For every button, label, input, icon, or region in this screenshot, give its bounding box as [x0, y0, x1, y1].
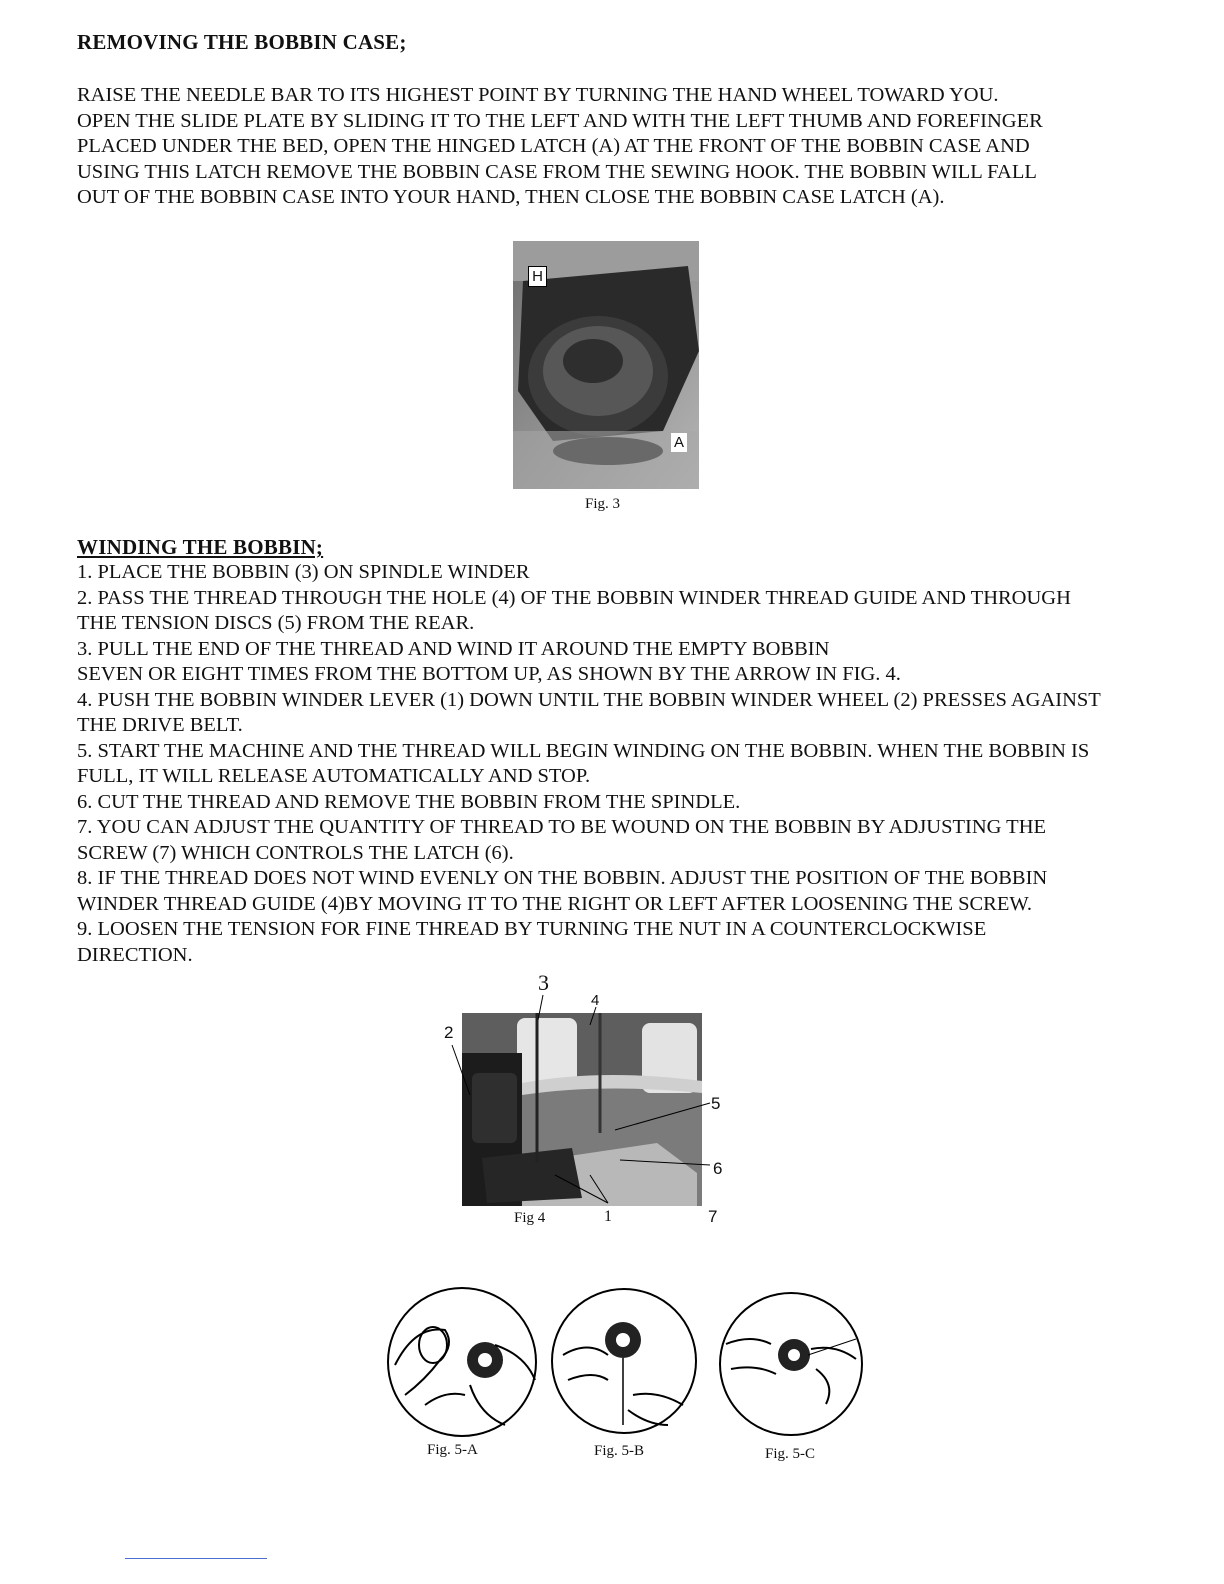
section-heading-removing-bobbin-case: REMOVING THE BOBBIN CASE;	[77, 30, 407, 54]
text-line: OUT OF THE BOBBIN CASE INTO YOUR HAND, THEN CLOSE THE BOBBIN CASE LATCH (A).	[77, 186, 945, 208]
fig3-label-h: H	[528, 266, 547, 287]
fig5b-illustration-winding-thread	[548, 1285, 700, 1437]
fig3-label-a: A	[671, 433, 687, 452]
step-line: 5. START THE MACHINE AND THE THREAD WILL BEGIN WINDING ON THE BOBBIN. WHEN THE BOBBIN IS	[77, 739, 1090, 762]
winding-bobbin-steps	[77, 560, 1101, 968]
step-line: 7. YOU CAN ADJUST THE QUANTITY OF THREAD TO BE WOUND ON THE BOBBIN BY ADJUSTING THE	[77, 816, 1047, 838]
fig4-callout-6: 6	[713, 1159, 723, 1178]
fig4-leader-lines	[440, 985, 730, 1225]
fig4-caption: Fig 4	[514, 1210, 546, 1226]
step-line: 8. IF THE THREAD DOES NOT WIND EVENLY ON THE BOBBIN. ADJUST THE POSITION OF THE BOBBIN	[77, 867, 1048, 889]
step-line: 1. PLACE THE BOBBIN (3) ON SPINDLE WINDER	[77, 561, 530, 583]
fig4-callout-7: 7	[708, 1207, 718, 1226]
fig4-callout-2: 2	[444, 1023, 454, 1042]
fig5c-illustration-winding-thread	[716, 1289, 866, 1439]
fig3-caption: Fig. 3	[585, 496, 621, 512]
step-line: DIRECTION.	[77, 943, 193, 966]
step-line: SEVEN OR EIGHT TIMES FROM THE BOTTOM UP, AS SHOWN BY THE ARROW IN FIG. 4.	[77, 663, 901, 685]
footnote-separator	[125, 1558, 267, 1559]
fig5c-caption: Fig. 5-C	[765, 1446, 816, 1462]
step-line: FULL, IT WILL RELEASE AUTOMATICALLY AND STOP.	[77, 765, 591, 787]
fig5a-caption: Fig. 5-A	[427, 1442, 478, 1458]
step-line: 9. LOOSEN THE TENSION FOR FINE THREAD BY TURNING THE NUT IN A COUNTERCLOCKWISE	[77, 918, 987, 940]
step-line: SCREW (7) WHICH CONTROLS THE LATCH (6).	[77, 841, 514, 864]
step-line: 6. CUT THE THREAD AND REMOVE THE BOBBIN FROM THE SPINDLE.	[77, 790, 741, 813]
section-heading-winding-bobbin: WINDING THE BOBBIN;	[77, 535, 324, 559]
step-line: WINDER THREAD GUIDE (4)BY MOVING IT TO THE RIGHT OR LEFT AFTER LOOSENING THE SCREW.	[77, 892, 1032, 915]
fig4-callout-3: 3	[538, 970, 549, 995]
text-line: OPEN THE SLIDE PLATE BY SLIDING IT TO THE LEFT AND WITH THE LEFT THUMB AND FOREFINGER	[77, 109, 1043, 132]
step-line: 2. PASS THE THREAD THROUGH THE HOLE (4) OF THE BOBBIN WINDER THREAD GUIDE AND THROUGH	[77, 586, 1071, 609]
fig4-callout-5: 5	[711, 1094, 721, 1113]
text-line: PLACED UNDER THE BED, OPEN THE HINGED LATCH (A) AT THE FRONT OF THE BOBBIN CASE AND	[77, 135, 1030, 157]
step-line: THE DRIVE BELT.	[77, 714, 243, 736]
removing-bobbin-case-instructions	[77, 83, 1043, 211]
step-line: THE TENSION DISCS (5) FROM THE REAR.	[77, 612, 475, 634]
fig4-callout-1: 1	[604, 1208, 612, 1225]
text-line: USING THIS LATCH REMOVE THE BOBBIN CASE FROM THE SEWING HOOK. THE BOBBIN WILL FALL	[77, 160, 1037, 183]
fig5b-caption: Fig. 5-B	[594, 1443, 645, 1459]
step-line: 3. PULL THE END OF THE THREAD AND WIND IT AROUND THE EMPTY BOBBIN	[77, 637, 830, 660]
step-line: 4. PUSH THE BOBBIN WINDER LEVER (1) DOWN UNTIL THE BOBBIN WINDER WHEEL (2) PRESSES AGAINST	[77, 688, 1101, 711]
text-line: RAISE THE NEEDLE BAR TO ITS HIGHEST POINT BY TURNING THE HAND WHEEL TOWARD YOU.	[77, 84, 999, 106]
fig4-callout-4: 4	[591, 992, 600, 1009]
fig5a-illustration-winding-thread	[385, 1285, 540, 1440]
